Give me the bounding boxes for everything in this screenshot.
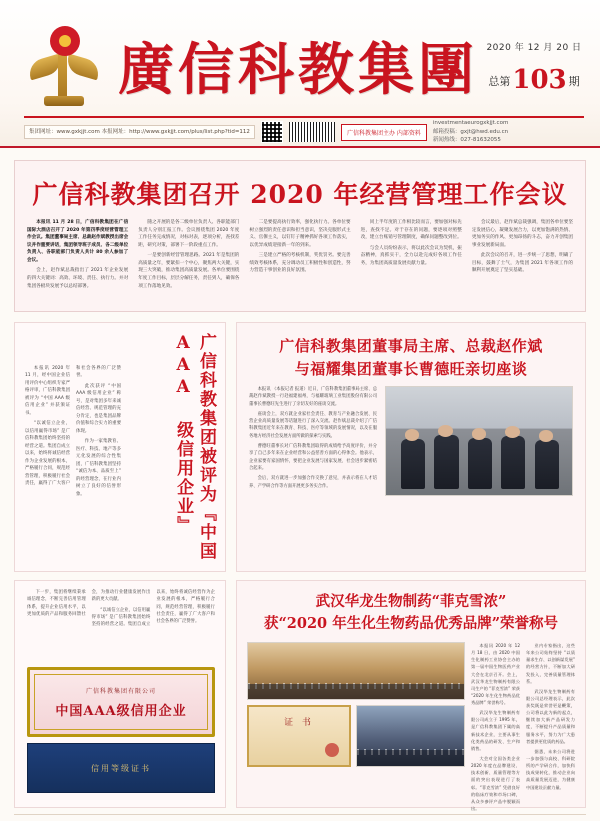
lead-column-5 (472, 219, 573, 293)
headline-line-2: 与福耀集团董事长曹德旺亲切座谈 (294, 359, 528, 378)
logo-leaf-right-icon (64, 54, 102, 81)
lead-column-4 (361, 219, 462, 293)
lead-paragraph: 三是建立严格的考核机制，奖优罚劣。要完善绩效考核体系，充分调动员工积极性和创造性，努力营造干事创业的良好氛围。 (249, 253, 351, 274)
page-title: 廣信科教集團 (118, 37, 478, 103)
lead-paragraph: 本报讯 11 月 28 日，广信科教集团在广信国际大酒店召开了 2020 年第四季度经营管理工作会议。集团董事局主席、总裁赵作斌教授出席会议并作重要讲话，集团领导班子成员、各二级单位负责人、各职能部门负责人共计 80 余人参加了会议。 (27, 220, 129, 263)
certificate-title: 中国AAA级信用企业 (55, 703, 187, 719)
website-info: 集团网址：www.gxkjjt.com 本报网址：http://www.gxkjjt.com/plus/list.php?tid=112 (24, 125, 255, 139)
lead-paragraph: 与会人员纷纷表示，将以此次会议为契机，振奋精神，真抓实干，全力以赴完成好各项工作任务，为集团高质量发展贡献力量。 (360, 245, 462, 266)
article-paragraph: 本报讯 2020 年 11 月，经中国企业信用评价中心组织专家严格评审，广信科教集团被评为 “中国 AAA 级信用企业” 并获颁证书。 (25, 366, 70, 416)
contact-line-2: 邮箱投稿：gxjt@hwd.edu.cn (432, 128, 509, 135)
award-group-photo (356, 705, 465, 767)
article-chairman-headline (249, 335, 573, 380)
article-paragraph: “以诚信立企业，以信用赢得市场” 是广信科教集团始终坚持的经营之道。集团自成立以来，始终将诚信经营作为企业发展的根本，严格履行合同，规范经营管理，积极履行社会责任，赢得了广大客户和社会各界的广泛赞誉。 (25, 366, 121, 487)
conference-hall-photo (247, 642, 465, 700)
issue-prefix: 总第 (488, 75, 511, 88)
article-paragraph: 此次获评 “中国 AAA 级信用企业” 称号，是对集团多年来诚信经营、规范管理的充分肯定，也是集团品牌价值和综合实力的重要体现。 (76, 383, 121, 434)
lead-article (14, 160, 586, 312)
masthead-info-strip (24, 120, 584, 144)
issue-number (484, 65, 584, 95)
article-paragraph: 本报讯 （本报记者 报道）近日，广信科教集团董事局主席、总裁赵作斌教授一行赴福建福州，与福耀玻璃工业集团股份有限公司董事长曹德旺先生进行了亲切友好的座谈交流。 (249, 387, 377, 407)
article-hualong-text-left (471, 642, 520, 815)
article-chairman-body (249, 386, 573, 496)
contact-info (433, 119, 508, 145)
bottom-section (14, 580, 586, 812)
qr-code-icon (261, 121, 283, 143)
publication-date: 2020 年 12 月 20 日 (486, 43, 582, 53)
lead-paragraph: 会议最后，赵作斌总裁强调，集团各单位要坚定发展信心，凝聚发展合力，以更加饱满的热情、更加务实的作风、更加昂扬的斗志，奋力开创集团事业发展新局面。 (471, 220, 574, 248)
article-paragraph: 武汉华龙生物制药有限公司总经理表示，此次获奖既是荣誉更是鞭策，公司将以此为新的起点，继续加大新产品研发力度，不断提升产品质量和服务水平，努力为广大患者提供更优质的药品。 (526, 688, 575, 744)
lead-column-2 (138, 219, 239, 293)
aaa-certificate-image (27, 667, 215, 737)
contact-line-1: investmentaeurogxkjjt.com (432, 119, 509, 126)
article-aaa-body (25, 365, 121, 565)
article-paragraph: 曹德旺董事长对广信科教集团取得的成绩给予高度评价，并分享了自己多年来在企业经营和公益慈善方面的心得体会。他表示，企业家要有家国情怀，要把企业发展与国家发展、社会进步紧密结合起来。 (249, 444, 377, 471)
logo-sun-icon (50, 26, 80, 56)
lead-column-3 (249, 219, 350, 293)
contact-line-3: 新闻热线：027-81632055 (432, 137, 501, 144)
article-paragraph: “以诚信立企业，以信用赢得市场” 是广信科教集团始终坚持的经营之道。集团自成立以来，始终将诚信经营作为企业发展的根本，严格履行合同，规范经营管理，积极履行社会责任，赢得了广大客户和社会各界的广泛赞誉。 (91, 590, 215, 628)
article-hualong-body (247, 642, 575, 815)
article-paragraph: 本报讯 2020 年 12 月 18 日，由 2020 中国生化制药工业协会主办的第一届中国生物医药产业大会在北京召开。会上，武汉华龙生物制药有限公司生产的 “菲克雪浓” 荣获 “2020 年生化生物药品优秀品牌” 荣誉称号。 (471, 642, 520, 706)
logo-stem-icon (58, 52, 67, 100)
masthead (0, 0, 600, 148)
article-chairman-photo (385, 386, 573, 496)
masthead-divider (24, 116, 584, 118)
lead-paragraph: 此次会议的召开，进一步统一了思想，明确了目标，鼓舞了士气，为集团 2021 年各项工作的顺利开展奠定了坚实基础。 (471, 253, 574, 274)
red-seal-icon (325, 743, 339, 757)
article-paragraph: 大会对全国各类企业 2020 年度在品牌建设、技术创新、质量管理等方面的突出表现进行了表彰。“菲克雪浓” 凭借良好的临床疗效和市场口碑，从众多参评产品中脱颖而出。 (471, 756, 520, 812)
article-paragraph: 作为一家集教育、医疗、科技、地产等多元化发展的综合性集团，广信科教集团坚持 “诚信为本、品质至上” 的经营理念，在行业内树立了良好的信誉形象。 (76, 439, 121, 497)
lead-paragraph: 会上，赵作斌总裁指出了 2021 年企业发展的四大关键词：高效、环境、责任、执行力。并对集团各板块发展予以总结部署。 (27, 268, 129, 289)
lead-paragraph: 一是要创新经营管理思路。2021 年是集团的高质量之年，要紧扣一个中心，聚焦两大关键，实现三大突破，推动集团高质量发展。各单位要围绕年度工作目标，层层分解任务，责任到人，确保各项工作落地见效。 (138, 253, 240, 289)
article-paragraph: 下一步，集团将继续秉承诚信理念，不断完善信用管理体系，提升企业信用水平，以更加优质的产品和服务回馈社会，为推动行业健康发展作出新的更大贡献。 (27, 590, 151, 617)
article-aaa-headline: 广信科教集团被评为『中国 AAA 级信用企业』 (173, 333, 216, 561)
article-chairman-text (249, 386, 377, 496)
certificate-panel (14, 580, 226, 808)
group-logo-icon (28, 26, 112, 110)
article-hualong-award (236, 580, 586, 812)
award-certificate-photo (247, 705, 351, 767)
article-aaa-credit (14, 322, 226, 572)
middle-section (14, 322, 586, 572)
article-hualong-text-right (526, 642, 575, 815)
masthead-meta (484, 40, 584, 95)
headline-line-1: 武汉华龙生物制药“菲克雪浓” (315, 593, 507, 610)
article-paragraph: 据悉，未来公司将进一步加强与高校、科研院所的产学研合作，加快科技成果转化，推动企业向高质量发展迈进，为健康中国建设贡献力量。 (526, 748, 575, 790)
article-paragraph: 座谈会上，双方就企业家社会责任、教育与产业融合发展、民营企业高质量发展等话题进行了深入交流。赵作斌总裁介绍了广信科教集团近年来在教育、科技、医疗等领域的发展情况，以及在服务地方经济社会发展方面所做的探索与实践。 (249, 411, 377, 439)
lead-paragraph: 随之开展的是各二级单位负责人、各职能部门负责人分别汇报工作。会议围绕集团 2020 年度工作任务完成情况，对标对表，逐项分析，查找差距，研究对策，部署下一阶段重点工作。 (138, 220, 240, 248)
certificate-panel-text (27, 589, 215, 661)
footer-divider (14, 814, 586, 815)
award-certificate-title: 证 书 (284, 717, 314, 728)
article-paragraph: 武汉华龙生物制药有限公司成立于 1995 年，是广信科教集团下属的高新技术企业，主要从事生化类药品的研发、生产和销售。 (471, 710, 520, 751)
headline-line-1: 广信科教集团董事局主席、总裁赵作斌 (279, 337, 543, 355)
article-hualong-photos (247, 642, 465, 815)
publisher-label: 广信科教集团主办 内部资料 (341, 124, 427, 141)
lead-paragraph: 二是要提高执行效率，强化执行力。各单位要树立强烈的责任意识和担当意识，坚决克服形式主义、官僚主义，以钉钉子精神抓好各项工作落实，以优异成绩迎接新一年的到来。 (249, 220, 351, 248)
issue-number-value: 103 (512, 65, 567, 95)
lead-article-body (27, 219, 573, 293)
lead-column-1 (27, 219, 128, 293)
logo-base-icon (44, 96, 84, 106)
certificate-subtitle: 广信科教集团有限公司 (85, 687, 156, 695)
headline-line-2: 获“2020 年生化生物药品优秀品牌”荣誉称号 (263, 615, 559, 633)
credit-rating-certificate-image (27, 743, 215, 793)
lead-paragraph: 同上半年度的工作相比较而言，要加强对标先进，查找不足。对于存在的问题，要逐项对照整改，建立台账销号管理制度，确保问题整改到位。 (360, 220, 462, 241)
certificate-images (27, 667, 215, 793)
article-chairman-meeting (236, 322, 586, 572)
barcode-icon (289, 122, 335, 142)
article-paragraph: 会后，双方就进一步加强合作交换了意见，并表示将在人才培养、产学研合作等方面开展更多务实合作。 (249, 476, 377, 489)
lead-article-headline: 广信科教集团召开 2020 年经营管理工作会议 (32, 180, 568, 209)
blue-certificate-text: 信用等级证书 (91, 763, 151, 773)
article-paragraph: 业内专家指出，这些年来公司始终坚持 “以质量求生存、以创新谋发展” 的经营方针，不断加大研发投入，完善质量管理体系。 (526, 642, 575, 684)
article-hualong-headline (247, 591, 575, 636)
issue-suffix: 期 (568, 75, 580, 88)
